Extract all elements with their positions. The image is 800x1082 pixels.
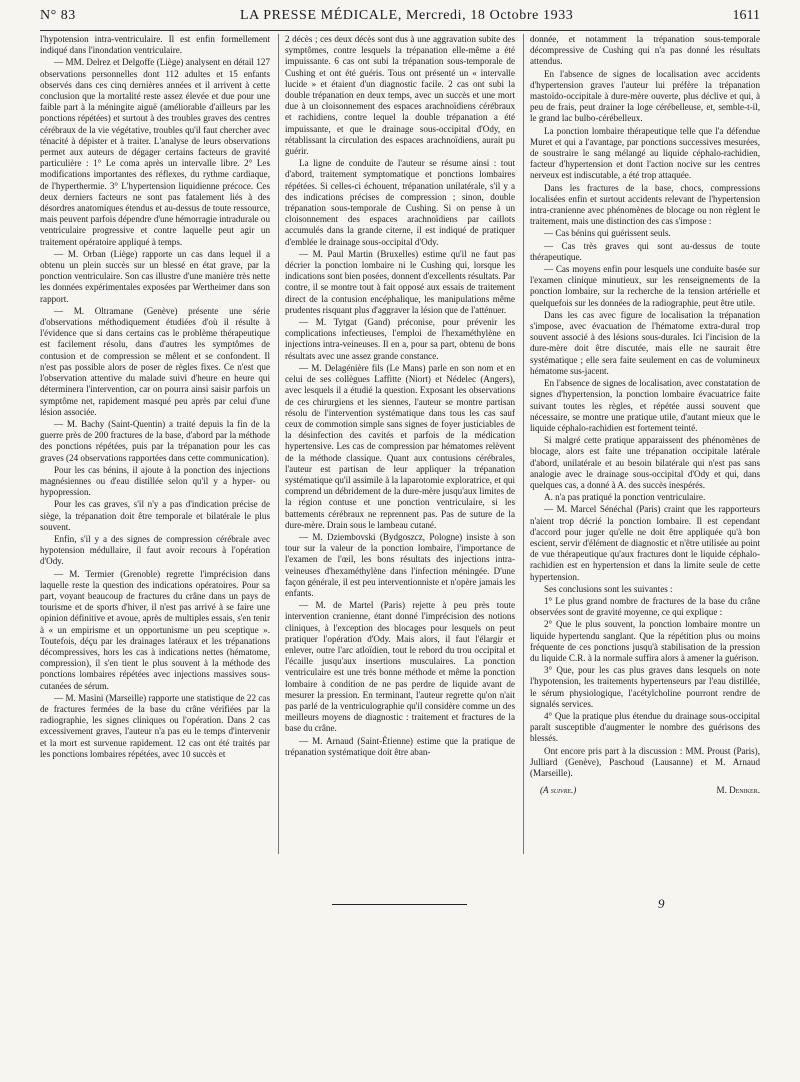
paragraph: Enfin, s'il y a des signes de compression cérébrale avec hypotension médullaire, il faut avoir recours à l'opération d'Ody.: [40, 533, 270, 567]
page-header: [40, 8, 760, 30]
column-3: [530, 34, 760, 796]
paragraph: — MM. Delrez et Delgoffe (Liège) analysent en détail 127 observations personnelles dont 112 adultes et 15 enfants observés dans ces cinq dernières années et il arrivent à cette conclusion que la mortalité reste assez élevée et due pour une faible part à la méningite aiguë (améliorable d'ailleurs par les ponctions répétées) et surtout à des troubles graves des centres cérébraux de la vie végétative, troubles qu'il faut chercher avec ténacité à dépister et à traiter. L'analyse de leurs observations permet aux auteurs de dégager certains facteurs de gravité particulière : 1° Le coma après un intervalle libre. 2° Les modifications importantes des réflexes, du rythme cardiaque, de l'hyperthermie. 3° L'hypertension liquidienne précoce. Ces deux derniers facteurs ne sont pas fatalement liés à des désordres anatomiques étendus et au-dessus de toute ressource, mais peuvent parfois dépendre d'une hémorragie intradurale ou ventriculaire progressive et contre laquelle peut agir un traitement opératoire appliqué à temps.: [40, 57, 270, 247]
paragraph: — M. Marcel Sénéchal (Paris) craint que les rapporteurs n'aient trop décrié la ponction lombaire. Il est cependant d'accord pour juger qu'elle ne doit être appliquée qu'à bon escient, servir d'élément de diagnostic et n'être utilisée au point de vue thérapeutique qu'aux fractures dont le liquide céphalo-rachidien est en hypertension et dans la limite seule de cette hypertension.: [530, 504, 760, 582]
issue-number: N° 83: [40, 8, 76, 23]
paragraph: — M. Termier (Grenoble) regrette l'imprécision dans laquelle reste la question des indications opératoires. Pour sa part, voyant beaucoup de fractures du crâne dans un pays de tourisme et de sports d'hiver, il n'est pas arrivé à se faire une opinion définitive et avoue, après de multiples essais, s'en tenir à « un empirisme et un opportunisme un peu sceptique ». Toutefois, déçu par les drainages latéraux et les trépanations décompressives, hors les cas à indications nettes (hématome, compression), il s'en tient le plus souvent à la méthode des ponctions lombaires répétées avec injections massives sous-cutanées de sérum.: [40, 568, 270, 691]
paragraph: — M. Masini (Marseille) rapporte une statistique de 22 cas de fractures fermées de la base du crâne vérifiées par la radiographie, les signes cliniques ou l'opération. Dans 2 cas excessivement graves, l'auteur n'a pas eu le temps d'intervenir et la mort est survenue rapidement. 12 cas ont été traités par les ponctions lombaires répétées, avec 10 succès et: [40, 692, 270, 759]
paragraph: — M. Orban (Liège) rapporte un cas dans lequel il a obtenu un plein succès sur un blessé en état grave, par la ponction ventriculaire. Son cas illustre d'une manière très nette les données expérimentales exposées par Wertheimer dans son rapport.: [40, 248, 270, 304]
paragraph: En l'absence de signes de localisation, avec constatation de signes d'hypertension, la ponction lombaire évacuatrice faite suivant toutes les règles, et répétée aussi souvent que nécessaire, se montre une pratique utile, d'autant mieux que le liquide céphalo-rachidien est fortement teinté.: [530, 378, 760, 433]
footer-rule: [332, 904, 467, 905]
column-1: [40, 34, 270, 761]
paragraph: — Cas très graves qui sont au-dessus de toute thérapeutique.: [530, 240, 760, 262]
paragraph: — M. Oltramane (Genève) présente une série d'observations méthodiquement étudiées d'où il résulte à l'évidence que si dans certains cas le problème thérapeutique est facilement résolu, dans d'autres les symptômes de contusion et de compression se mêlent et se confondent. Il n'est pas possible alors de poser de règles fixes. Ce n'est que l'observation attentive du malade suivi d'heure en heure qui déterminera l'intervention, car on pourra ainsi saisir parfois un symptôme net, rapidement masqué peu après par celui d'une lésion associée.: [40, 305, 270, 417]
page-number: 1611: [732, 8, 760, 23]
paragraph: — M. Paul Martin (Bruxelles) estime qu'il ne faut pas décrier la ponction lombaire ni le Cushing qui, lorsque les indications sont bien posées, donnent d'excellents résultats. Par contre, il se montre tout à fait opposé aux essais de traitement direct de la contusion encéphalique, les manipulations même prudentes risquant plus d'aggraver la lésion que de l'atténuer.: [285, 248, 515, 315]
column-divider: [278, 34, 279, 854]
paragraph: Pour les cas graves, s'il n'y a pas d'indication précise de siège, la trépanation doit être temporale et bilatérale le plus souvent.: [40, 499, 270, 532]
signature: [530, 785, 760, 796]
paragraph: A. n'a pas pratiqué la ponction ventriculaire.: [544, 492, 706, 503]
paragraph: — M. Bachy (Saint-Quentin) a traité depuis la fin de la guerre près de 200 fractures de la base, d'abord par la méthode des ponctions répétées, puis par la trépanation pour les cas graves (24 observations rapportées dans cette communication).: [40, 418, 270, 463]
paragraph: Dans les cas avec figure de localisation la trépanation s'impose, avec évacuation de l'hématome extra-dural trop souvent associé à des lésions sous-durales. Ici l'incision de la dure-mère doit être discutée, mais elle ne saurait être systématique ; elle sera faite seulement en cas de volumineux hématome sus-jacent.: [530, 309, 760, 376]
paragraph: — M. Arnaud (Saint-Étienne) estime que la pratique de trépanation systématique doit être aban-: [285, 735, 515, 757]
paragraph: Dans les fractures de la base, chocs, compressions localisées enfin et surtout accidents relevant de l'hypertension intra-cranienne avec phénomènes de blocage ou non règlent le traitement, mais une distinction des cas s'impose :: [530, 182, 760, 227]
paragraph: — M. Dziembovski (Bydgoszcz, Pologne) insiste à son tour sur la valeur de la ponction lombaire, l'importance de l'examen de l'œil, les bons résultats des injections intra-veineuses d'hexaméthylène dans l'infection méningée. D'une façon générale, il est peu interventionniste et n'opère jamais les enfants.: [285, 531, 515, 598]
paragraph: — M. Tytgat (Gand) préconise, pour prévenir les complications infectieuses, l'emploi de l'hexaméthylène en injections intra-veineuses. Il en a, pour sa part, obtenu de bons résultats avec une assez grande constance.: [285, 317, 515, 361]
paragraph: Si malgré cette pratique apparaissent des phénomènes de blocage, alors est faite une trépanation occipitale latérale d'abord, unilatérale et au besoin bilatérale qui n'est pas sans analogie avec le drainage sous-occipital d'Ody et qui, dans quelques cas, a donné à A. des succès inespérés.: [530, 435, 760, 490]
to-be-continued: (A suivre.): [540, 785, 577, 796]
paragraph: La ligne de conduite de l'auteur se résume ainsi : tout d'abord, traitement symptomatique et ponctions lombaires répétées. Si celles-ci échouent, trépanation unilatérale, s'il y a des indications précises de compression ; sinon, double trépanation sous-temporale de Cushing. Si on pense à un cloisonnement des espaces arachnoïdiens par caillots accumulés dans la grande citerne, il est indiqué de pratiquer d'emblée le drainage sous-occipital d'Ody.: [285, 158, 515, 247]
paragraph: 4° Que la pratique plus étendue du drainage sous-occipital paraît susceptible d'augmenter le nombre des guérisons des blessés.: [530, 710, 760, 744]
paragraph: l'hypotension intra-ventriculaire. Il est enfin formellement indiqué dans l'inondation ventriculaire.: [40, 34, 270, 56]
header-rule: [40, 30, 760, 31]
paragraph: donnée, et notamment la trépanation sous-temporale décompressive de Cushing qui n'a pas donné les résultats attendus.: [530, 34, 760, 67]
paragraph: — Cas bénins qui guérissent seuls.: [544, 228, 671, 239]
paragraph: En l'absence de signes de localisation avec accidents d'hypertension graves l'auteur lui préfère la trépanation mastoïdo-occipitale à dure-mère ouverte, plus déclive et qui, à peu de frais, peut drainer la loge cérébelleuse, et, semble-t-il, le grand lac bulbo-cérébelleux.: [530, 68, 760, 124]
paragraph: Ont encore pris part à la discussion : MM. Proust (Paris), Julliard (Genève), Paschoud (Lausanne) et M. Arnaud (Marseille).: [530, 745, 760, 778]
author-signature: M. Deniker.: [716, 785, 760, 796]
paragraph: La ponction lombaire thérapeutique telle que l'a défendue Muret et qui a l'avantage, par ponctions successives mesurées, de soustraire le sang mélangé au liquide céphalo-rachidien, facteur d'hypertension et dont l'action nocive sur les centres nerveux est indiscutable, a été trop attaquée.: [530, 125, 760, 181]
journal-title: LA PRESSE MÉDICALE, Mercredi, 18 Octobre 1933: [240, 8, 574, 23]
paragraph: — Cas moyens enfin pour lesquels une conduite basée sur l'examen clinique minutieux, sur les renseignements de la ponction lombaire, sur la recherche de la tension artérielle et quelquefois sur les données de la radiographie, peut être utile.: [530, 264, 760, 308]
paragraph: 1° Le plus grand nombre de fractures de la base du crâne observées sont de gravité moyenne, ce qui explique :: [530, 595, 760, 618]
footer-mark: 9: [658, 896, 665, 911]
paragraph: 3° Que, pour les cas plus graves dans lesquels on note l'hypotension, les traitements hypertenseurs par l'eau distillée, le sérum physiologique, l'acétylcholine pourront rendre de signalés services.: [530, 665, 760, 709]
column-divider: [523, 34, 524, 854]
paragraph: 2° Que le plus souvent, la ponction lombaire montre un liquide hypertendu sanglant. Que la répétition plus ou moins fréquente de ces ponctions jusqu'à stabilisation de la pression du liquide C.R. à la normale suffira alors à amener la guérison.: [530, 619, 760, 663]
column-2: [285, 34, 515, 759]
paragraph: Pour les cas bénins, il ajoute à la ponction des injections magnésiennes ou d'eau distillée selon qu'il y a hyper- ou hypopression.: [40, 464, 270, 498]
paragraph: — M. Delagénière fils (Le Mans) parle en son nom et en celui de ses collègues Laffitte (Niort) et Nédelec (Angers), avec lesquels il a étudié la question. Exposant les observations de ces chirurgiens et les siennes, l'auteur se montre partisan résolu de l'intervention systématique dans tous les cas sauf ceux de commotion simple sans signes de foyer justiciables de la désinfection des cavités et parfois de la médication hypertensive. Les cas de compression par hématomes relèvent de la méthode classique. Quant aux contusions cérébrales, l'auteur est partisan de leur appliquer la trépanation systématique qu'il assimile à la laparotomie exploratrice, et qui comprend un débridement de la dure-mère jusqu'aux limites de la région contuse et une ponction ventriculaire, si les battements cérébraux ne reprennent pas. Pas de suture de la dure-mère. Drain sous le lambeau cutané.: [285, 362, 515, 530]
paragraph: Ses conclusions sont les suivantes :: [544, 583, 673, 594]
paragraph: — M. de Martel (Paris) rejette à peu près toute intervention cranienne, étant donné l'imprécision des notions cliniques, à l'exception des blocages pour lesquels on peut pratiquer l'opération d'Ody. Mais alors, il faut l'élargir et enlever, outre l'arc atloïdien, tout le rebord du trou occipital et l'écaille jusqu'aux insertions musculaires. La ponction ventriculaire est une très bonne méthode et même la ponction lombaire à condition de ne pas perdre de liquide avant de mesurer la pression. En terminant, l'auteur regrette qu'on n'ait pas parlé de la ventriculographie qu'il considère comme un des meilleurs moyens de diagnostic : traitement et fractures de la base du crâne.: [285, 600, 515, 734]
paragraph: 2 décès ; ces deux décès sont dus à une aggravation subite des symptômes, contre lesquels la trépanation elle-même a été impuissante. 6 cas ont subi la trépanation sous-temporale de Cushing et ont été guéris. Tous ont présenté un « intervalle lucide » et étaient d'un diagnostic facile. 2 cas ont subi la double trépanation en deux temps, avec un succès et une mort due à un cloisonnement des espaces arachnoïdiens cérébraux et rachidiens, contre lequel la double trépanation a été impuissante, et que le drainage sous-occipital d'Ody, en rétablissant la circulation des espaces arachnoïdiens, aurait pu guérir.: [285, 34, 515, 157]
